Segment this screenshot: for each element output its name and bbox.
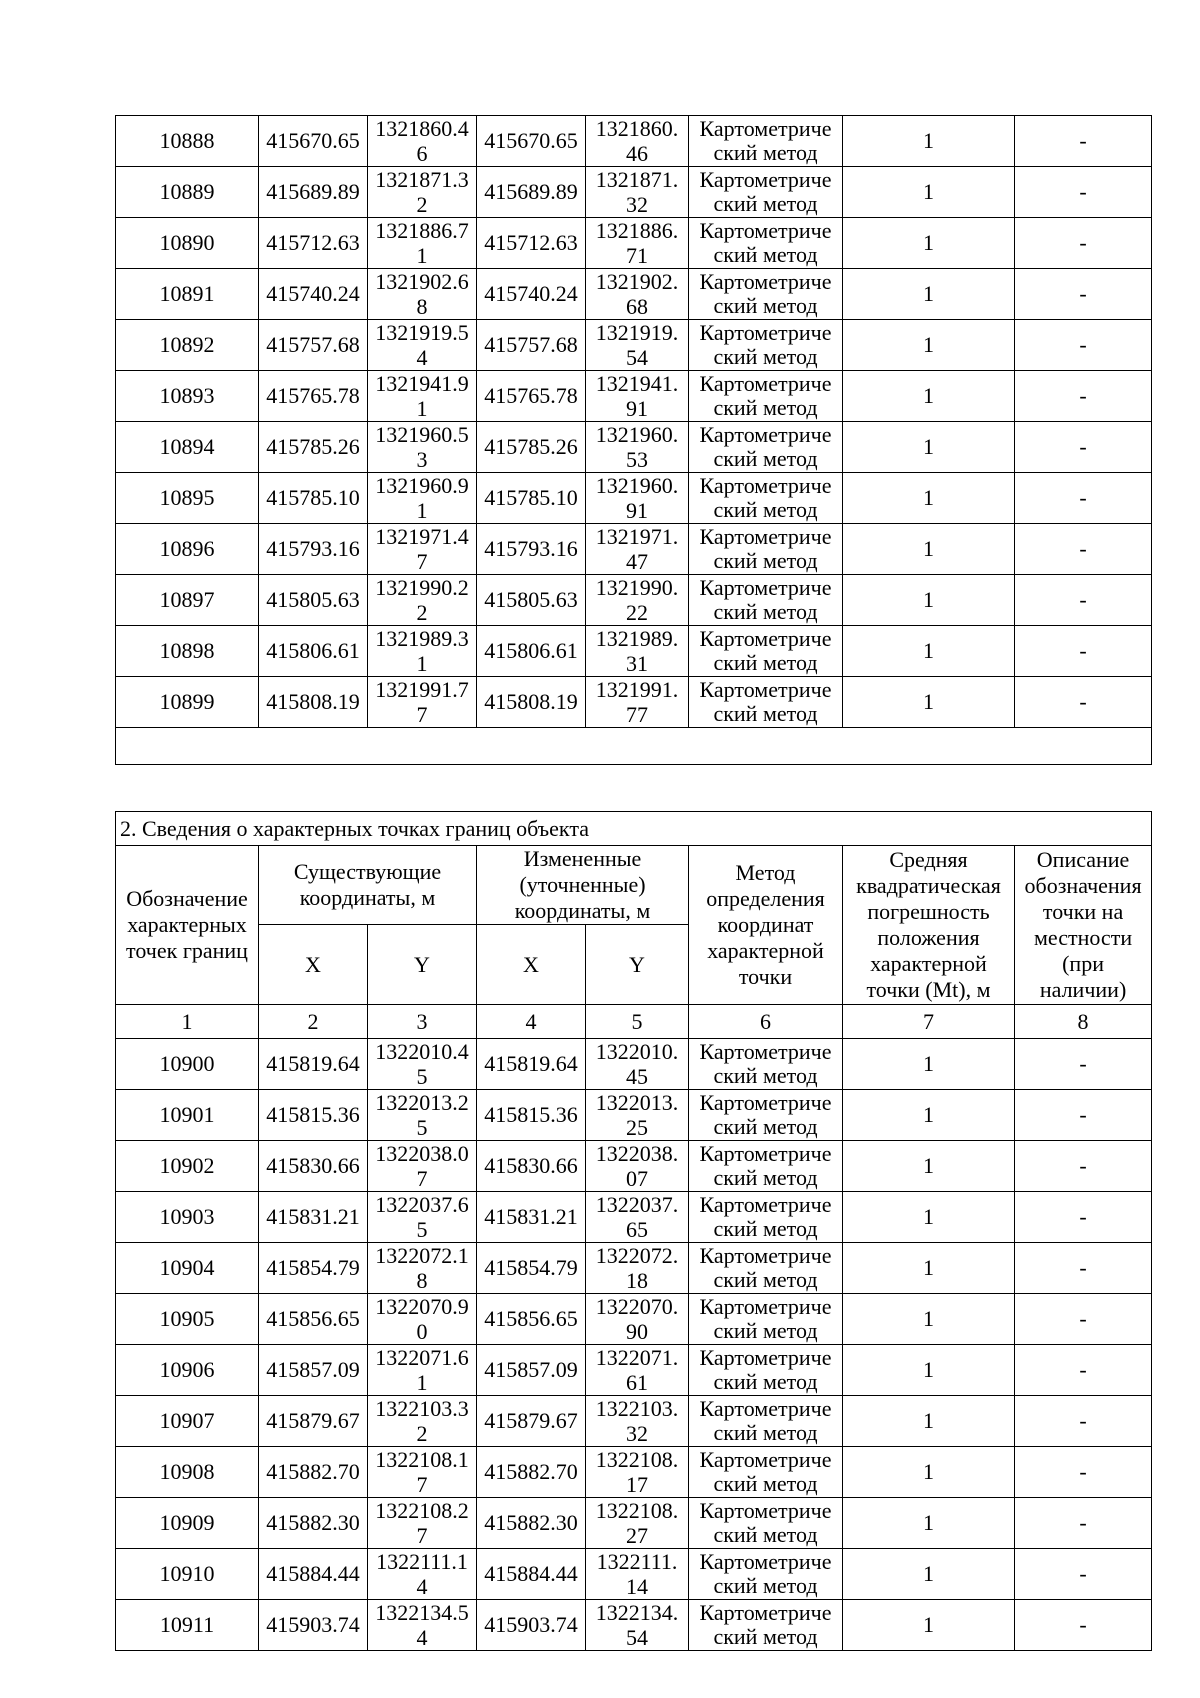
table-row xyxy=(116,269,1152,320)
table-row xyxy=(116,218,1152,269)
changed-x: 415857.09 xyxy=(477,1345,586,1396)
point-id: 10891 xyxy=(116,269,259,320)
changed-y: 1322108. 27 xyxy=(586,1498,689,1549)
point-id: 10892 xyxy=(116,320,259,371)
point-description: - xyxy=(1015,269,1152,320)
changed-x: 415831.21 xyxy=(477,1192,586,1243)
point-id: 10893 xyxy=(116,371,259,422)
table-row xyxy=(116,371,1152,422)
header-method: Метод определения координат характерной точки xyxy=(689,846,843,1005)
column-number: 8 xyxy=(1015,1005,1152,1039)
existing-y: 1322072.1 8 xyxy=(368,1243,477,1294)
table-row xyxy=(116,677,1152,728)
point-description: - xyxy=(1015,575,1152,626)
header-existing-y: Y xyxy=(368,925,477,1005)
mean-error: 1 xyxy=(843,167,1015,218)
point-description: - xyxy=(1015,116,1152,167)
header-changed-coords: Измененные (уточненные) координаты, м xyxy=(477,846,689,925)
point-id: 10901 xyxy=(116,1090,259,1141)
column-number: 4 xyxy=(477,1005,586,1039)
point-id: 10897 xyxy=(116,575,259,626)
table1-body xyxy=(116,116,1152,728)
existing-y: 1321990.2 2 xyxy=(368,575,477,626)
changed-y: 1322070. 90 xyxy=(586,1294,689,1345)
point-description: - xyxy=(1015,1294,1152,1345)
table1-footer-cell xyxy=(116,728,1152,765)
changed-x: 415854.79 xyxy=(477,1243,586,1294)
method: Картометриче ский метод xyxy=(689,1243,843,1294)
header-designation: Обозначение характерных точек границ xyxy=(116,846,259,1005)
method: Картометриче ский метод xyxy=(689,218,843,269)
changed-x: 415670.65 xyxy=(477,116,586,167)
point-id: 10907 xyxy=(116,1396,259,1447)
table-row xyxy=(116,1141,1152,1192)
existing-y: 1321860.4 6 xyxy=(368,116,477,167)
method: Картометриче ский метод xyxy=(689,167,843,218)
changed-x: 415785.26 xyxy=(477,422,586,473)
existing-x: 415712.63 xyxy=(259,218,368,269)
mean-error: 1 xyxy=(843,473,1015,524)
existing-y: 1321960.9 1 xyxy=(368,473,477,524)
point-id: 10898 xyxy=(116,626,259,677)
point-description: - xyxy=(1015,1447,1152,1498)
mean-error: 1 xyxy=(843,1447,1015,1498)
mean-error: 1 xyxy=(843,524,1015,575)
point-description: - xyxy=(1015,1549,1152,1600)
header-existing-coords: Существующие координаты, м xyxy=(259,846,477,925)
header-existing-x: X xyxy=(259,925,368,1005)
changed-y: 1321991. 77 xyxy=(586,677,689,728)
changed-y: 1322071. 61 xyxy=(586,1345,689,1396)
mean-error: 1 xyxy=(843,677,1015,728)
mean-error: 1 xyxy=(843,1498,1015,1549)
changed-x: 415740.24 xyxy=(477,269,586,320)
point-id: 10889 xyxy=(116,167,259,218)
point-id: 10911 xyxy=(116,1600,259,1651)
existing-x: 415903.74 xyxy=(259,1600,368,1651)
existing-y: 1321919.5 4 xyxy=(368,320,477,371)
existing-x: 415670.65 xyxy=(259,116,368,167)
existing-y: 1322038.0 7 xyxy=(368,1141,477,1192)
changed-x: 415884.44 xyxy=(477,1549,586,1600)
mean-error: 1 xyxy=(843,320,1015,371)
method: Картометриче ский метод xyxy=(689,320,843,371)
changed-x: 415808.19 xyxy=(477,677,586,728)
changed-y: 1321960. 91 xyxy=(586,473,689,524)
mean-error: 1 xyxy=(843,371,1015,422)
column-number: 6 xyxy=(689,1005,843,1039)
point-description: - xyxy=(1015,473,1152,524)
changed-y: 1321989. 31 xyxy=(586,626,689,677)
point-description: - xyxy=(1015,1396,1152,1447)
point-id: 10909 xyxy=(116,1498,259,1549)
mean-error: 1 xyxy=(843,575,1015,626)
existing-y: 1321989.3 1 xyxy=(368,626,477,677)
existing-x: 415765.78 xyxy=(259,371,368,422)
section-title: 2. Сведения о характерных точках границ объекта xyxy=(116,812,1152,846)
method: Картометриче ский метод xyxy=(689,1090,843,1141)
changed-x: 415830.66 xyxy=(477,1141,586,1192)
table-row xyxy=(116,116,1152,167)
mean-error: 1 xyxy=(843,422,1015,473)
method: Картометриче ский метод xyxy=(689,1345,843,1396)
existing-y: 1321941.9 1 xyxy=(368,371,477,422)
column-number: 2 xyxy=(259,1005,368,1039)
existing-x: 415830.66 xyxy=(259,1141,368,1192)
point-id: 10894 xyxy=(116,422,259,473)
changed-x: 415819.64 xyxy=(477,1039,586,1090)
changed-y: 1322103. 32 xyxy=(586,1396,689,1447)
mean-error: 1 xyxy=(843,1600,1015,1651)
changed-x: 415712.63 xyxy=(477,218,586,269)
point-id: 10903 xyxy=(116,1192,259,1243)
changed-x: 415815.36 xyxy=(477,1090,586,1141)
method: Картометриче ский метод xyxy=(689,1039,843,1090)
existing-x: 415857.09 xyxy=(259,1345,368,1396)
existing-x: 415884.44 xyxy=(259,1549,368,1600)
method: Картометриче ский метод xyxy=(689,626,843,677)
changed-x: 415785.10 xyxy=(477,473,586,524)
table2-body xyxy=(116,1039,1152,1651)
header-row-top xyxy=(116,846,1152,925)
changed-y: 1322134. 54 xyxy=(586,1600,689,1651)
point-id: 10904 xyxy=(116,1243,259,1294)
changed-y: 1322072. 18 xyxy=(586,1243,689,1294)
point-id: 10895 xyxy=(116,473,259,524)
table-row xyxy=(116,1600,1152,1651)
table-row xyxy=(116,473,1152,524)
existing-y: 1322111.1 4 xyxy=(368,1549,477,1600)
point-description: - xyxy=(1015,1498,1152,1549)
method: Картометриче ский метод xyxy=(689,422,843,473)
existing-x: 415831.21 xyxy=(259,1192,368,1243)
point-id: 10896 xyxy=(116,524,259,575)
changed-x: 415879.67 xyxy=(477,1396,586,1447)
point-description: - xyxy=(1015,371,1152,422)
changed-y: 1321971. 47 xyxy=(586,524,689,575)
changed-x: 415805.63 xyxy=(477,575,586,626)
changed-x: 415806.61 xyxy=(477,626,586,677)
method: Картометриче ский метод xyxy=(689,1549,843,1600)
existing-y: 1321902.6 8 xyxy=(368,269,477,320)
method: Картометриче ский метод xyxy=(689,575,843,626)
method: Картометриче ский метод xyxy=(689,1396,843,1447)
method: Картометриче ский метод xyxy=(689,1600,843,1651)
boundary-points-table xyxy=(115,811,1152,1651)
existing-x: 415785.10 xyxy=(259,473,368,524)
changed-x: 415903.74 xyxy=(477,1600,586,1651)
method: Картометриче ский метод xyxy=(689,116,843,167)
changed-y: 1322038. 07 xyxy=(586,1141,689,1192)
table-row xyxy=(116,575,1152,626)
point-id: 10902 xyxy=(116,1141,259,1192)
column-number: 5 xyxy=(586,1005,689,1039)
table-row xyxy=(116,1192,1152,1243)
table-row xyxy=(116,1447,1152,1498)
existing-x: 415806.61 xyxy=(259,626,368,677)
changed-x: 415765.78 xyxy=(477,371,586,422)
table-row xyxy=(116,1396,1152,1447)
existing-y: 1321991.7 7 xyxy=(368,677,477,728)
table-row xyxy=(116,1549,1152,1600)
mean-error: 1 xyxy=(843,1396,1015,1447)
changed-y: 1321860. 46 xyxy=(586,116,689,167)
method: Картометриче ский метод xyxy=(689,524,843,575)
existing-x: 415882.30 xyxy=(259,1498,368,1549)
point-description: - xyxy=(1015,320,1152,371)
point-description: - xyxy=(1015,1345,1152,1396)
existing-x: 415856.65 xyxy=(259,1294,368,1345)
table1-footer-row xyxy=(116,728,1152,765)
point-description: - xyxy=(1015,218,1152,269)
existing-y: 1322103.3 2 xyxy=(368,1396,477,1447)
mean-error: 1 xyxy=(843,626,1015,677)
existing-y: 1322013.2 5 xyxy=(368,1090,477,1141)
changed-x: 415757.68 xyxy=(477,320,586,371)
table-row xyxy=(116,1345,1152,1396)
point-description: - xyxy=(1015,1090,1152,1141)
existing-y: 1322108.2 7 xyxy=(368,1498,477,1549)
changed-y: 1321871. 32 xyxy=(586,167,689,218)
point-id: 10899 xyxy=(116,677,259,728)
mean-error: 1 xyxy=(843,1141,1015,1192)
point-description: - xyxy=(1015,1141,1152,1192)
section-title-row xyxy=(116,812,1152,846)
header-changed-y: Y xyxy=(586,925,689,1005)
table-row xyxy=(116,1243,1152,1294)
point-description: - xyxy=(1015,626,1152,677)
mean-error: 1 xyxy=(843,1345,1015,1396)
header-changed-x: X xyxy=(477,925,586,1005)
point-description: - xyxy=(1015,422,1152,473)
existing-y: 1321971.4 7 xyxy=(368,524,477,575)
method: Картометриче ский метод xyxy=(689,1141,843,1192)
mean-error: 1 xyxy=(843,1090,1015,1141)
existing-x: 415808.19 xyxy=(259,677,368,728)
method: Картометриче ский метод xyxy=(689,677,843,728)
table-row xyxy=(116,1039,1152,1090)
point-description: - xyxy=(1015,1192,1152,1243)
existing-x: 415879.67 xyxy=(259,1396,368,1447)
column-numbers-row xyxy=(116,1005,1152,1039)
existing-y: 1322010.4 5 xyxy=(368,1039,477,1090)
mean-error: 1 xyxy=(843,1549,1015,1600)
table-row xyxy=(116,1498,1152,1549)
changed-y: 1322037. 65 xyxy=(586,1192,689,1243)
existing-x: 415882.70 xyxy=(259,1447,368,1498)
changed-y: 1321902. 68 xyxy=(586,269,689,320)
changed-y: 1322108. 17 xyxy=(586,1447,689,1498)
method: Картометриче ский метод xyxy=(689,371,843,422)
method: Картометриче ский метод xyxy=(689,1192,843,1243)
existing-x: 415740.24 xyxy=(259,269,368,320)
table-row xyxy=(116,1090,1152,1141)
table-row xyxy=(116,626,1152,677)
changed-x: 415689.89 xyxy=(477,167,586,218)
point-description: - xyxy=(1015,524,1152,575)
point-id: 10910 xyxy=(116,1549,259,1600)
point-id: 10888 xyxy=(116,116,259,167)
existing-x: 415815.36 xyxy=(259,1090,368,1141)
changed-y: 1321919. 54 xyxy=(586,320,689,371)
point-description: - xyxy=(1015,1600,1152,1651)
method: Картометриче ский метод xyxy=(689,1498,843,1549)
changed-x: 415882.70 xyxy=(477,1447,586,1498)
mean-error: 1 xyxy=(843,116,1015,167)
mean-error: 1 xyxy=(843,1192,1015,1243)
column-number: 7 xyxy=(843,1005,1015,1039)
table-row xyxy=(116,422,1152,473)
boundary-points-table-continued xyxy=(115,115,1152,765)
changed-y: 1321990. 22 xyxy=(586,575,689,626)
point-id: 10900 xyxy=(116,1039,259,1090)
column-number: 3 xyxy=(368,1005,477,1039)
existing-y: 1322134.5 4 xyxy=(368,1600,477,1651)
changed-y: 1322111. 14 xyxy=(586,1549,689,1600)
point-description: - xyxy=(1015,167,1152,218)
changed-x: 415856.65 xyxy=(477,1294,586,1345)
header-mean-error: Средняя квадратическая погрешность положения характерной точки (Mt), м xyxy=(843,846,1015,1005)
column-number: 1 xyxy=(116,1005,259,1039)
existing-y: 1322071.6 1 xyxy=(368,1345,477,1396)
existing-y: 1322070.9 0 xyxy=(368,1294,477,1345)
method: Картометриче ский метод xyxy=(689,473,843,524)
existing-x: 415689.89 xyxy=(259,167,368,218)
point-description: - xyxy=(1015,677,1152,728)
table-row xyxy=(116,320,1152,371)
changed-y: 1321941. 91 xyxy=(586,371,689,422)
existing-x: 415805.63 xyxy=(259,575,368,626)
changed-y: 1321886. 71 xyxy=(586,218,689,269)
header-description: Описание обозначения точки на местности (при наличии) xyxy=(1015,846,1152,1005)
table-row xyxy=(116,524,1152,575)
method: Картометриче ский метод xyxy=(689,1294,843,1345)
point-description: - xyxy=(1015,1243,1152,1294)
table-row xyxy=(116,1294,1152,1345)
existing-y: 1321886.7 1 xyxy=(368,218,477,269)
changed-y: 1321960. 53 xyxy=(586,422,689,473)
point-id: 10906 xyxy=(116,1345,259,1396)
method: Картометриче ский метод xyxy=(689,1447,843,1498)
mean-error: 1 xyxy=(843,269,1015,320)
mean-error: 1 xyxy=(843,1243,1015,1294)
mean-error: 1 xyxy=(843,1294,1015,1345)
existing-x: 415785.26 xyxy=(259,422,368,473)
existing-y: 1321960.5 3 xyxy=(368,422,477,473)
existing-x: 415757.68 xyxy=(259,320,368,371)
changed-y: 1322013. 25 xyxy=(586,1090,689,1141)
existing-y: 1321871.3 2 xyxy=(368,167,477,218)
point-id: 10908 xyxy=(116,1447,259,1498)
changed-y: 1322010. 45 xyxy=(586,1039,689,1090)
changed-x: 415882.30 xyxy=(477,1498,586,1549)
existing-y: 1322108.1 7 xyxy=(368,1447,477,1498)
mean-error: 1 xyxy=(843,218,1015,269)
existing-y: 1322037.6 5 xyxy=(368,1192,477,1243)
existing-x: 415854.79 xyxy=(259,1243,368,1294)
existing-x: 415793.16 xyxy=(259,524,368,575)
point-id: 10890 xyxy=(116,218,259,269)
mean-error: 1 xyxy=(843,1039,1015,1090)
method: Картометриче ский метод xyxy=(689,269,843,320)
existing-x: 415819.64 xyxy=(259,1039,368,1090)
point-description: - xyxy=(1015,1039,1152,1090)
table-row xyxy=(116,167,1152,218)
changed-x: 415793.16 xyxy=(477,524,586,575)
point-id: 10905 xyxy=(116,1294,259,1345)
